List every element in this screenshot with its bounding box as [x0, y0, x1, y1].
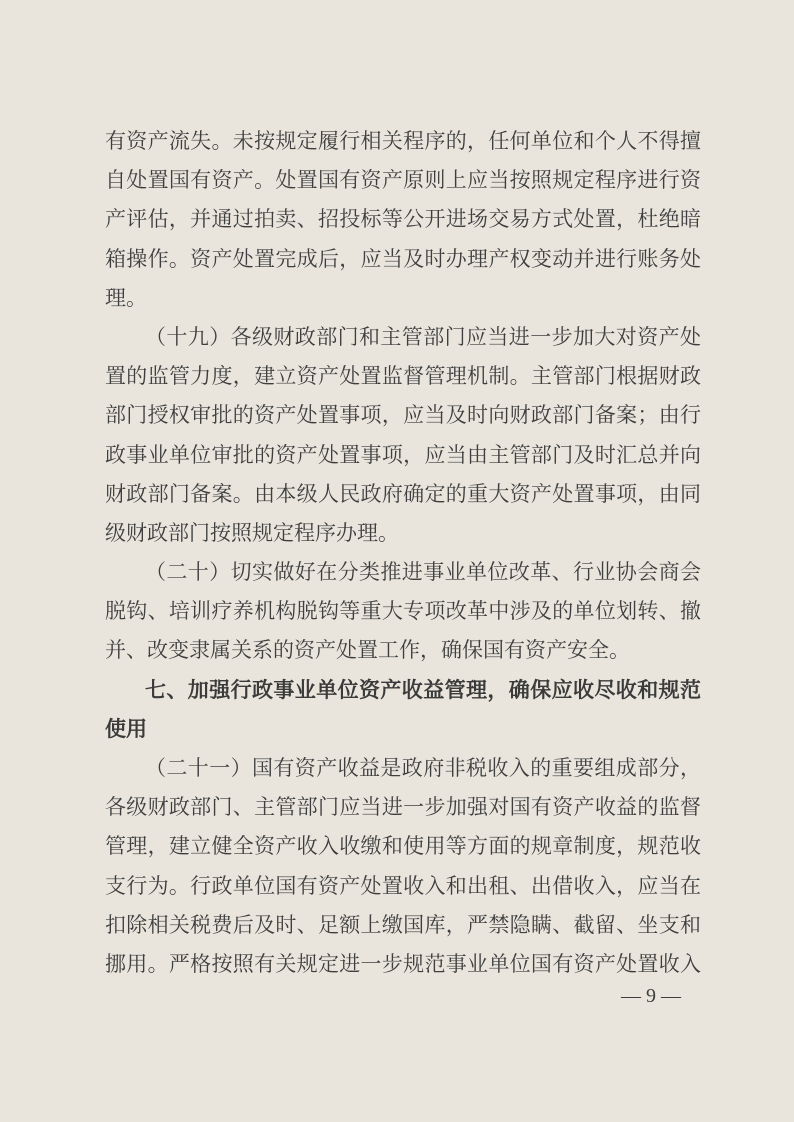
text-line: 财政部门备案。由本级人民政府确定的重大资产处置事项，由同: [105, 481, 701, 506]
text-line: 挪用。严格按照有关规定进一步规范事业单位国有资产处置收入: [105, 951, 701, 976]
text-line: 部门授权审批的资产处置事项，应当及时向财政部门备案；由行: [105, 403, 701, 428]
text-line: 有资产流失。未按规定履行相关程序的，任何单位和个人不得擅: [105, 129, 701, 153]
text-line: 各级财政部门、主管部门应当进一步加强对国有资产收益的监督: [105, 795, 701, 820]
section-heading-7: [105, 671, 701, 749]
text-line: 脱钩、培训疗养机构脱钩等重大专项改革中涉及的单位划转、撤: [105, 599, 701, 624]
text-line: 政事业单位审批的资产处置事项，应当由主管部门及时汇总并向: [105, 442, 701, 467]
text-line: 理。: [105, 285, 147, 310]
text-line: （十九）各级财政部门和主管部门应当进一步加大对资产处: [145, 324, 701, 349]
page-number: — 9 —: [621, 985, 681, 1007]
paragraph-item-19: [105, 318, 701, 553]
text-line: 管理，建立健全资产收入收缴和使用等方面的规章制度，规范收: [105, 834, 701, 859]
text-line: 置的监管力度，建立资产处置监督管理机制。主管部门根据财政: [105, 364, 701, 389]
document-body: [105, 122, 701, 984]
paragraph-item-20: [105, 553, 701, 671]
heading-line: 七、加强行政事业单位资产收益管理，确保应收尽收和规范: [145, 677, 701, 702]
text-line: 支行为。行政单位国有资产处置收入和出租、出借收入，应当在: [105, 873, 701, 898]
heading-line: 使用: [105, 716, 147, 741]
text-line: （二十）切实做好在分类推进事业单位改革、行业协会商会: [145, 560, 701, 585]
text-line: 并、改变隶属关系的资产处置工作，确保国有资产安全。: [105, 638, 630, 663]
text-line: 自处置国有资产。处置国有资产原则上应当按照规定程序进行资: [105, 168, 701, 193]
paragraph-item-21: [105, 749, 701, 984]
text-line: 级财政部门按照规定程序办理。: [105, 520, 399, 545]
text-line: 扣除相关税费后及时、足额上缴国库，严禁隐瞒、截留、坐支和: [105, 912, 701, 937]
text-line: （二十一）国有资产收益是政府非税收入的重要组成部分，: [145, 756, 701, 780]
text-line: 箱操作。资产处置完成后，应当及时办理产权变动并进行账务处: [105, 246, 701, 271]
text-line: 产评估，并通过拍卖、招投标等公开进场交易方式处置，杜绝暗: [105, 207, 701, 232]
paragraph-asset-loss: [105, 122, 701, 318]
